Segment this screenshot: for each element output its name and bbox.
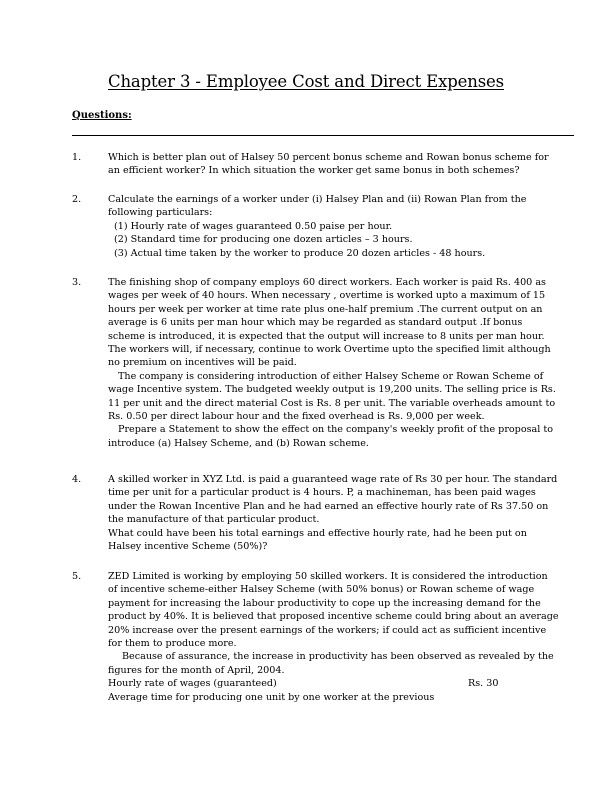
question-line: Prepare a Statement to show the effect on the company's weekly profit of the proposal to bbox=[118, 424, 553, 436]
question-line: 11 per unit and the direct material Cost is Rs. 8 per unit. The variable overheads amount to bbox=[108, 397, 556, 409]
question-number: 2. bbox=[72, 194, 82, 205]
question-line: of incentive scheme-either Halsey Scheme (with 50% bonus) or Rowan scheme of wage bbox=[108, 584, 535, 596]
question-line: Halsey incentive Scheme (50%)? bbox=[108, 541, 268, 553]
question-line: the manufacture of that particular product. bbox=[108, 514, 320, 526]
question-line: (1) Hourly rate of wages guaranteed 0.50 paise per hour. bbox=[114, 220, 393, 232]
question-line: The company is considering introduction of either Halsey Scheme or Rowan Scheme of bbox=[118, 370, 544, 382]
question-line: Average time for producing one unit by one worker at the previous bbox=[108, 691, 435, 703]
question-text bbox=[108, 276, 556, 450]
question-text bbox=[108, 193, 544, 260]
question-line: Calculate the earnings of a worker under (i) Halsey Plan and (ii) Rowan Plan from the bbox=[108, 194, 527, 205]
hourly-rate-row bbox=[108, 677, 544, 690]
question-line: What could have been his total earnings and effective hourly rate, had he been put on bbox=[108, 527, 527, 539]
question-line: Rs. 0.50 per direct labour hour and the fixed overhead is Rs. 9,000 per week. bbox=[108, 411, 485, 423]
question-line: following particulars: bbox=[108, 207, 213, 219]
question-line: 20% increase over the present earnings of the workers; if could act as sufficient incentive bbox=[108, 624, 547, 636]
question-line: average is 6 units per man hour which may be regarded as standard output .If bonus bbox=[108, 317, 523, 329]
question-text bbox=[108, 570, 559, 704]
divider bbox=[72, 135, 574, 136]
question-line: payment for increasing the labour productivity to cope up the increasing demand for the bbox=[108, 597, 541, 609]
question-text bbox=[108, 151, 549, 178]
question-line: Which is better plan out of Halsey 50 percent bonus scheme and Rowan bonus scheme for bbox=[108, 152, 549, 163]
question-line: The workers will, if necessary, continue to work Overtime upto the specified limit although bbox=[108, 344, 551, 356]
question-line: wage Incentive system. The budgeted weekly output is 19,200 units. The selling price is Rs. bbox=[108, 384, 556, 396]
question-line: product by 40%. It is believed that proposed incentive scheme could bring about an average bbox=[108, 611, 559, 623]
question-line: time per unit for a particular product is 4 hours. P, a machineman, has been paid wages bbox=[108, 487, 536, 499]
question-line: introduce (a) Halsey Scheme, and (b) Rowan scheme. bbox=[108, 437, 369, 449]
question-line: Because of assurance, the increase in productivity has been observed as revealed by the bbox=[122, 651, 554, 663]
page-title: Chapter 3 - Employee Cost and Direct Expenses bbox=[107, 72, 504, 91]
question-number: 1. bbox=[72, 152, 82, 163]
question-line: no premium on incentives will be paid. bbox=[108, 357, 297, 369]
question-line: scheme is introduced, it is expected that the output will increase to 8 units per man hour. bbox=[108, 330, 545, 342]
question-line: hours per week per worker at time rate plus one-half premium .The current output on an bbox=[108, 303, 543, 315]
question-line: ZED Limited is working by employing 50 skilled workers. It is considered the introduction bbox=[108, 571, 548, 582]
question-number: 4. bbox=[72, 474, 82, 485]
questions-heading: Questions: bbox=[72, 110, 132, 121]
question-line: for them to produce more. bbox=[108, 638, 237, 650]
question-line: A skilled worker in XYZ Ltd. is paid a guaranteed wage rate of Rs 30 per hour. The standard bbox=[108, 474, 558, 485]
question-line: (3) Actual time taken by the worker to produce 20 dozen articles - 48 hours. bbox=[114, 247, 486, 259]
question-text bbox=[108, 473, 558, 553]
question-line: under the Rowan Incentive Plan and he had earned an effective hourly rate of Rs 37.50 on bbox=[108, 500, 549, 512]
question-line: wages per week of 40 hours. When necessary , overtime is worked upto a maximum of 15 bbox=[108, 290, 546, 302]
question-line: an efficient worker? In which situation the worker get same bonus in both schemes? bbox=[108, 165, 520, 177]
hourly-rate-label: Hourly rate of wages (guaranteed) bbox=[108, 678, 277, 690]
question-line: The finishing shop of company employs 60 direct workers. Each worker is paid Rs. 400 as bbox=[108, 277, 546, 288]
question-number: 3. bbox=[72, 277, 82, 288]
hourly-rate-value: Rs. 30 bbox=[468, 678, 499, 690]
question-line: figures for the month of April, 2004. bbox=[108, 664, 285, 676]
question-number: 5. bbox=[72, 571, 82, 582]
question-line: (2) Standard time for producing one dozen articles – 3 hours. bbox=[114, 234, 413, 246]
